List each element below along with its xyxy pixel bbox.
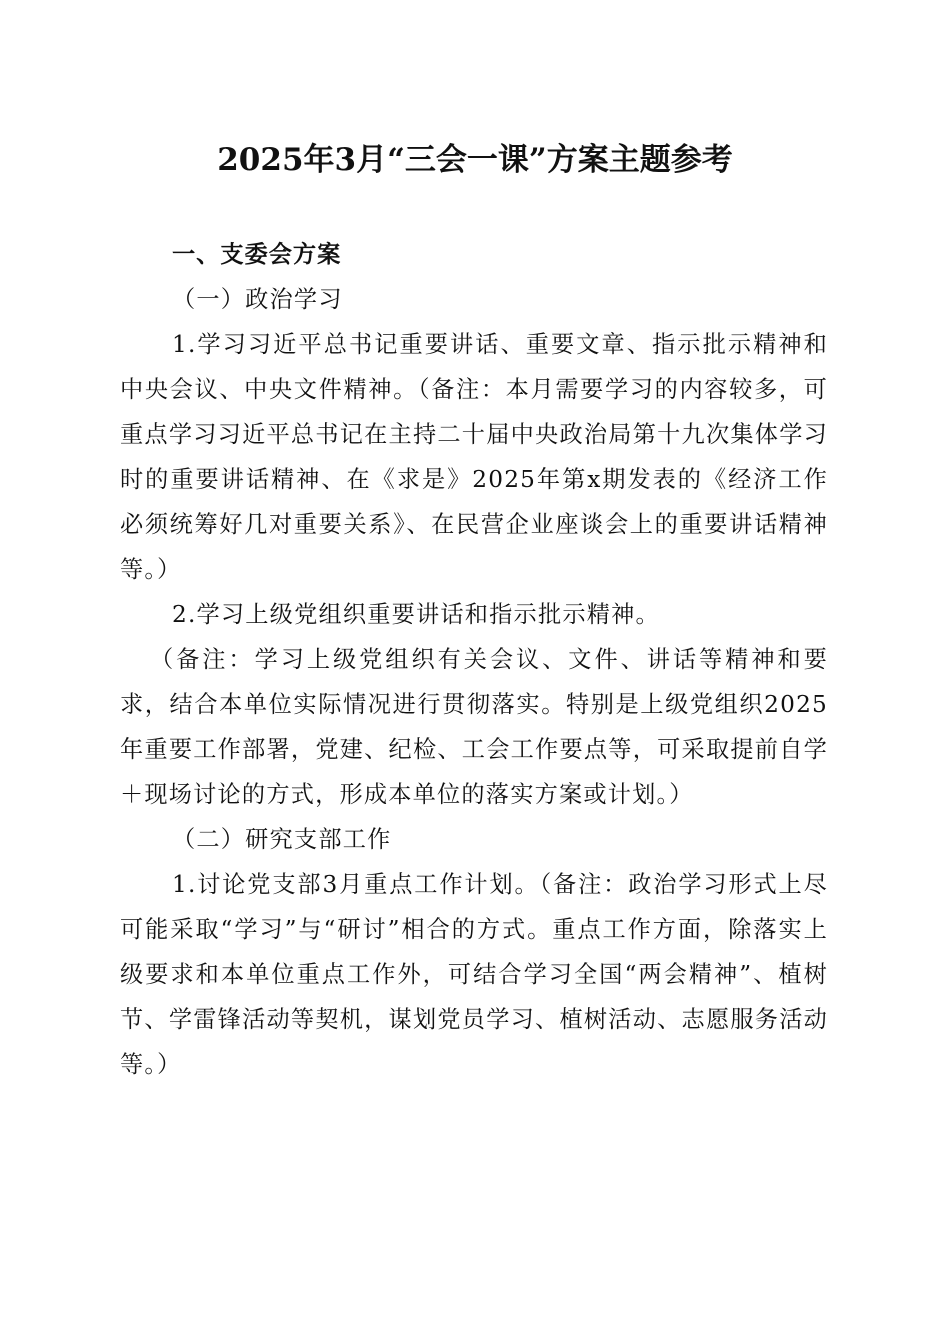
subsection-heading-branch-work: （二）研究支部工作 — [172, 826, 392, 853]
paragraph-study-item-2-note: （备注：学习上级党组织有关会议、文件、讲话等精神和要求，结合本单位实际情况进行贯彻落实。特别是上级党组织2025年重要工作部署，党建、纪检、工会工作要点等，可采取提前自学＋现场讨论的方式，形成本单位的落实方案或计划。） — [120, 646, 828, 808]
document-body — [120, 232, 828, 1087]
paragraph-branch-work-item-1: 1.讨论党支部3月重点工作计划。（备注：政治学习形式上尽可能采取“学习”与“研讨”相合的方式。重点工作方面，除落实上级要求和本单位重点工作外，可结合学习全国“两会精神”、植树节、学雷锋活动等契机，谋划党员学习、植树活动、志愿服务活动等。） — [120, 871, 828, 1078]
document-title: 2025年3月“三会一课”方案主题参考 — [217, 142, 733, 178]
subsection-heading-political-study: （一）政治学习 — [172, 286, 343, 313]
section-heading-branch-committee: 一、支委会方案 — [172, 241, 342, 268]
paragraph-study-item-1: 1.学习习近平总书记重要讲话、重要文章、指示批示精神和中央会议、中央文件精神。（备注：本月需要学习的内容较多，可重点学习习近平总书记在主持二十届中央政治局第十九次集体学习时的重要讲话精神、在《求是》2025年第x期发表的《经济工作必须统筹好几对重要关系》、在民营企业座谈会上的重要讲话精神等。） — [120, 331, 828, 583]
paragraph-study-item-2: 2.学习上级党组织重要讲话和指示批示精神。 — [172, 601, 660, 628]
